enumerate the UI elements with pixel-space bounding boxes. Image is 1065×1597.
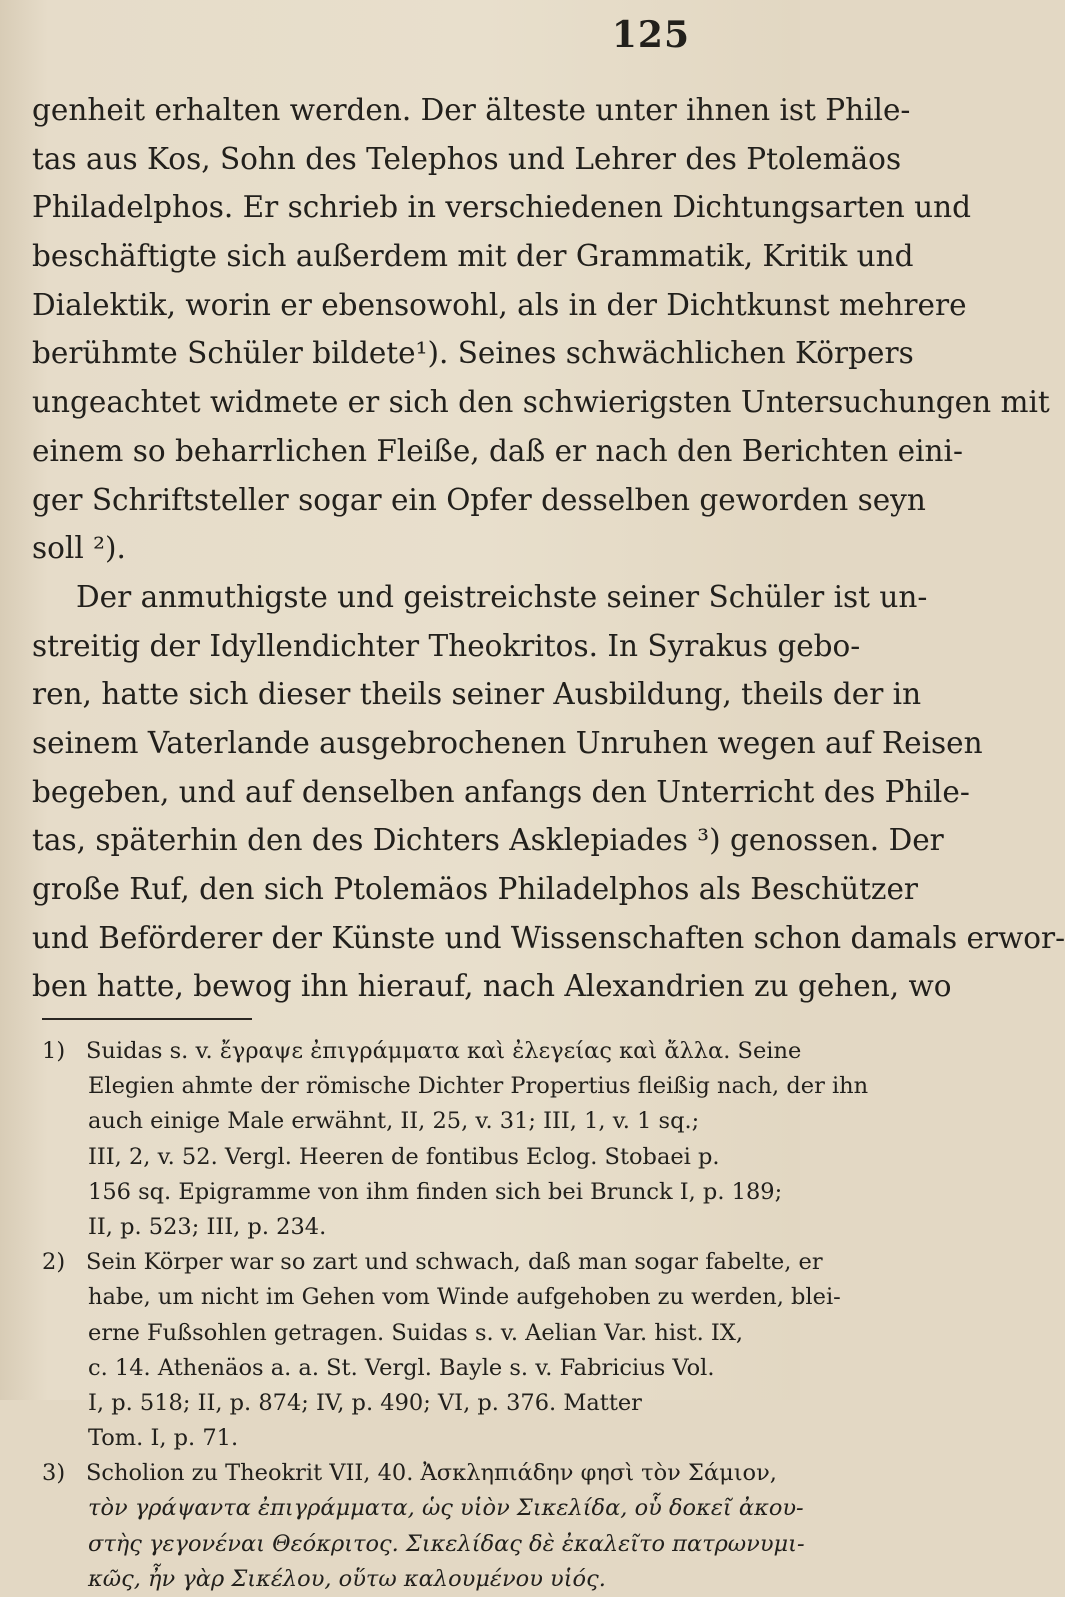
footnote-line: στὴς γεγονέναι Θεόκριτος. Σικελίδας δὲ ἐκαλεῖτο πατρωνυμι- [88,1530,805,1557]
text-line: und Beförderer der Künste und Wissenschaften schon damals erwor- [32,920,1065,955]
footnote-text: Scholion zu Theokrit VII, 40. Ἀσκληπιάδην φησὶ τὸν Σάμιον, [86,1460,777,1487]
text-line: beschäftigte sich außerdem mit der Grammatik, Kritik und [32,239,914,274]
footnote-marker: 2) [42,1249,66,1276]
footnote-marker: 1) [42,1038,66,1064]
footnote-text: Sein Körper war so zart und schwach, daß man sogar fabelte, er [86,1249,823,1276]
text-line: Philadelphos. Er schrieb in verschiedenen Dichtungsarten und [32,190,972,225]
footnote-line: c. 14. Athenäos a. a. St. Vergl. Bayle s. v. Fabricius Vol. [88,1354,715,1381]
footnote-marker: 3) [42,1460,66,1487]
footnote-line: 156 sq. Epigramme von ihm finden sich bei Brunck I, p. 189; [88,1178,783,1205]
paragraph-start-line: Der anmuthigste und geistreichste seiner Schüler ist un- [76,579,928,614]
main-text [32,86,1065,1011]
footnote-1 [42,1034,802,1069]
footnote-3 [42,1456,777,1491]
footnote-line: Tom. I, p. 71. [88,1425,239,1452]
footnote-line: erne Fußsohlen getragen. Suidas s. v. Aelian Var. hist. IX, [88,1319,743,1346]
page-number: 125 [611,14,690,56]
text-line: tas, späterhin den des Dichters Asklepiades ³) genossen. Der [32,823,944,858]
footnote-line: Elegien ahmte der römische Dichter Propertius fleißig nach, der ihn [88,1073,869,1100]
text-line: streitig der Idyllendichter Theokritos. In Syrakus gebo- [32,628,861,663]
text-line: ger Schriftsteller sogar ein Opfer desselben geworden seyn [32,482,926,517]
text-line: berühmte Schüler bildete¹). Seines schwächlichen Körpers [32,336,914,371]
text-line: ren, hatte sich dieser theils seiner Ausbildung, theils der in [32,677,922,712]
text-line: große Ruf, den sich Ptolemäos Philadelphos als Beschützer [32,872,919,906]
footnote-line: auch einige Male erwähnt, II, 25, v. 31; III, 1, v. 1 sq.; [88,1108,700,1135]
text-line: soll ²). [32,531,126,566]
footnote-line: III, 2, v. 52. Vergl. Heeren de fontibus Eclog. Stobaei p. [88,1143,720,1170]
text-line: einem so beharrlichen Fleiße, daß er nach den Berichten eini- [32,433,963,468]
footnote-2 [42,1245,823,1280]
text-line: ungeachtet widmete er sich den schwierigsten Untersuchungen mit [32,385,1050,420]
text-line: seinem Vaterlande ausgebrochenen Unruhen wegen auf Reisen [32,725,983,760]
footnote-text: Suidas s. v. ἔγραψε ἐπιγράμματα καὶ ἐλεγείας καὶ ἄλλα. Seine [86,1038,802,1064]
text-line: begeben, und auf denselben anfangs den Unterricht des Phile- [32,774,970,809]
footnotes [42,1034,869,1597]
footnote-line: habe, um nicht im Gehen vom Winde aufgehoben zu werden, blei- [88,1284,841,1311]
text-line: genheit erhalten werden. Der älteste unter ihnen ist Phile- [32,93,911,127]
text-line: Dialektik, worin er ebensowohl, als in der Dichtkunst mehrere [32,287,967,322]
footnote-divider [42,1018,252,1020]
footnote-line: II, p. 523; III, p. 234. [88,1213,327,1240]
text-line: tas aus Kos, Sohn des Telephos und Lehrer des Ptolemäos [32,141,902,176]
footnote-line: I, p. 518; II, p. 874; IV, p. 490; VI, p. 376. Matter [88,1389,642,1416]
footnote-line: κῶς, ἦν γὰρ Σικέλου, οὕτω καλουμένου υἱός. [88,1565,606,1592]
footnote-line: τὸν γράψαντα ἐπιγράμματα, ὡς υἱὸν Σικελίδα, οὗ δοκεῖ ἀκου- [88,1495,804,1522]
text-line: ben hatte, bewog ihn hierauf, nach Alexandrien zu gehen, wo [32,969,952,1004]
